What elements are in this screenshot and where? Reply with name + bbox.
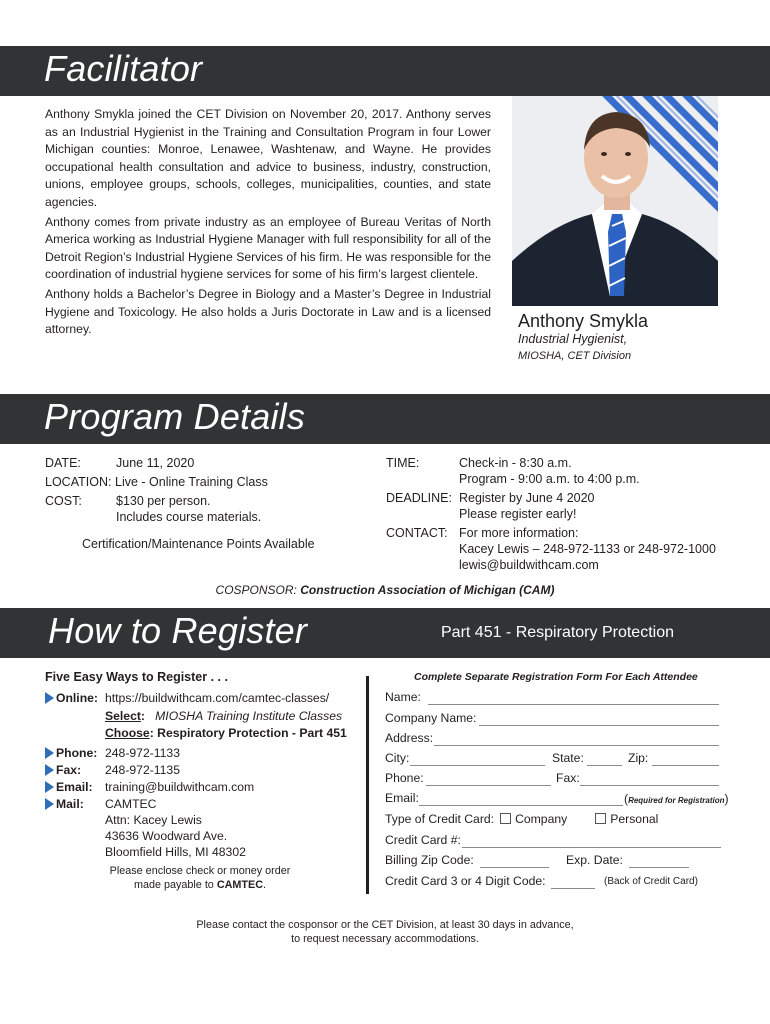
facilitator-portrait [512,96,718,306]
points-note: Certification/Maintenance Points Available [82,537,315,551]
date-value: June 11, 2020 [116,456,195,470]
email-label-form: Email: [385,791,419,805]
personal-option: Personal [610,812,659,826]
mail-line: CAMTEC [105,797,157,811]
date-label: DATE: [45,456,81,470]
mail-label: Mail: [56,797,84,811]
check-note [45,864,355,892]
email-value[interactable]: training@buildwithcam.com [105,780,255,794]
arrow-icon [45,781,54,793]
facilitator-photo [512,96,718,306]
deadline-label: DEADLINE: [386,491,452,505]
cost-note: Includes course materials. [116,510,262,524]
bio-paragraph: Anthony Smykla joined the CET Division on November 20, 2017. Anthony serves as an Industrial Hygienist in the Training and Consultation Program in four Lower Michigan counties: Monroe, Lenawee, Washtenaw, and Wayne. He provides occupational health consultation and advice to business, industry, construction, unions, employee groups, schools, colleges, municipalities, counties, and state agencies. [45,107,491,209]
program-heading: Program Details [44,396,306,437]
company-label: Company Name: [385,711,477,725]
footer-note [0,918,770,946]
address-label: Address: [385,731,434,745]
company-option: Company [515,812,568,826]
cosponsor-value: Construction Association of Michigan (CAM) [300,583,555,597]
phone-input[interactable] [426,785,551,786]
zip-label: Zip: [628,751,649,765]
exp-date-input[interactable] [629,867,689,868]
cvv-input[interactable] [551,888,595,889]
check-note-line: Please enclose check or money order [109,865,291,877]
online-label: Online: [56,691,98,705]
check-note-text: made payable to [133,879,214,891]
register-divider [366,676,369,894]
time-checkin: Check-in - 8:30 a.m. [459,456,572,470]
email-input[interactable] [419,805,623,806]
cosponsor-label: COSPONSOR: [215,583,297,597]
state-input[interactable] [587,765,622,766]
cosponsor-line [0,583,770,597]
facilitator-bio [45,106,491,341]
facilitator-org: MIOSHA, CET Division [518,350,632,362]
contact-email[interactable]: lewis@buildwithcam.com [459,558,599,572]
card-number-label: Credit Card #: [385,833,461,847]
phone-value[interactable]: 248-972-1133 [105,746,180,760]
check-note-line2: made payable to CAMTEC. [133,879,267,891]
register-subtitle: Part 451 - Respiratory Protection [441,624,674,641]
state-label: State: [552,751,584,765]
phone-row [45,745,97,761]
cvv-label: Credit Card 3 or 4 Digit Code: [385,874,546,888]
choose-row: Choose: Respiratory Protection - Part 451 [105,726,347,740]
card-type-label: Type of Credit Card: [385,812,495,826]
deadline-value: Register by June 4 2020 [459,491,595,505]
select-label: Select [105,709,141,723]
mail-line: Bloomfield Hills, MI 48302 [105,845,246,859]
bio-paragraph: Anthony comes from private industry as an employee of Bureau Veritas of North America working as Industrial Hygiene Manager with full responsibility for all of the Detroit Region’s Industrial Hygiene Services of his firm. He was responsible for the coordination of industrial hygiene services for some of his firm’s largest clientele. [45,214,491,282]
facilitator-header-band [0,46,770,96]
form-heading: Complete Separate Registration Form For Each Attendee [414,671,698,683]
footer-line: to request necessary accommodations. [291,933,479,945]
card-number-input[interactable] [462,847,721,848]
select-value: MIOSHA Training Institute Classes [155,709,343,723]
facilitator-name: Anthony Smykla [518,311,649,331]
contact-name: Kacey Lewis – 248-972-1133 or 248-972-1000 [459,542,716,556]
company-checkbox[interactable] [500,813,511,824]
select-row: Select: MIOSHA Training Institute Classes [105,709,343,723]
arrow-icon [45,764,54,776]
mail-line: Attn: Kacey Lewis [105,813,202,827]
facilitator-heading: Facilitator [44,48,203,89]
time-label: TIME: [386,456,420,470]
name-label: Name: [385,690,421,704]
billing-zip-input[interactable] [480,867,549,868]
online-row [45,690,98,706]
check-payee: CAMTEC [216,879,264,891]
mail-line: 43636 Woodward Ave. [105,829,228,843]
footer-line: Please contact the cosponsor or the CET Division, at least 30 days in advance, [196,919,574,931]
arrow-icon [45,747,54,759]
cost-label: COST: [45,494,82,508]
mail-row [45,796,84,812]
billing-zip-label: Billing Zip Code: [385,853,474,867]
email-row [45,779,93,795]
zip-input[interactable] [652,765,719,766]
address-input[interactable] [434,745,719,746]
personal-checkbox[interactable] [595,813,606,824]
cvv-note: (Back of Credit Card) [604,876,698,887]
fax-value: 248-972-1135 [105,763,180,777]
time-program: Program - 9:00 a.m. to 4:00 p.m. [459,472,640,486]
contact-label: CONTACT: [386,526,448,540]
fax-label: Fax: [56,763,82,777]
bio-paragraph: Anthony holds a Bachelor’s Degree in Biology and a Master’s Degree in Industrial Hygiene and Toxicology. He also holds a Juris Doctorate in Law and is a licensed attorney. [45,286,491,337]
deadline-note: Please register early! [459,507,577,521]
choose-label: Choose [105,726,150,740]
city-label: City: [385,751,410,765]
email-label: Email: [56,780,93,794]
choose-value: Respiratory Protection - Part 451 [157,726,347,740]
email-required-note: (Required for Registration) [624,792,729,806]
fax-input[interactable] [580,785,719,786]
company-input[interactable] [479,725,719,726]
location-label: LOCATION: [45,475,112,489]
email-note-text: Required for Registration [628,796,725,805]
ways-heading: Five Easy Ways to Register . . . [45,670,228,684]
card-type-row [385,812,658,826]
fax-label-form: Fax: [556,771,580,785]
location-value: Live - Online Training Class [115,475,268,489]
contact-info: For more information: [459,526,579,540]
arrow-icon [45,798,54,810]
name-input[interactable] [428,704,719,705]
fax-row [45,762,81,778]
city-input[interactable] [410,765,545,766]
online-url[interactable]: https://buildwithcam.com/camtec-classes/ [105,691,330,705]
program-header-band [0,394,770,444]
register-heading: How to Register [48,610,308,651]
arrow-icon [45,692,54,704]
phone-label-form: Phone: [385,771,424,785]
cost-value: $130 per person. [116,494,211,508]
exp-date-label: Exp. Date: [566,853,623,867]
register-header-band [0,608,770,658]
facilitator-title: Industrial Hygienist, [518,332,628,346]
phone-label: Phone: [56,746,98,760]
